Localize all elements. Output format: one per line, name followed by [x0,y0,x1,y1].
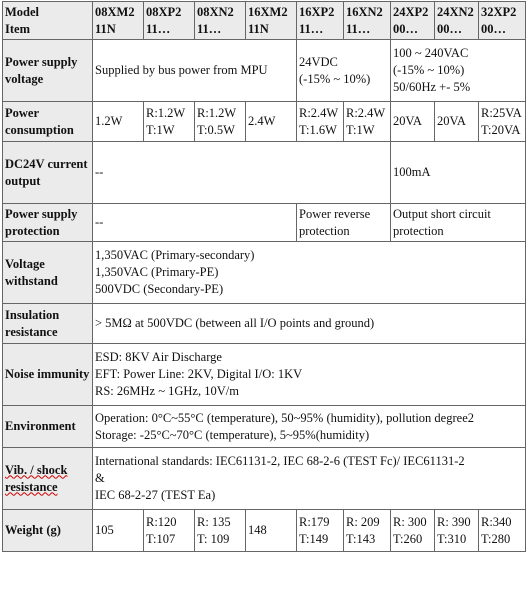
weight-24xn: R: 390 T:310 [435,510,479,552]
weight-08xm: 105 [93,510,144,552]
row-label-power-supply-protection: Power supply protection [3,204,93,242]
power-supply-protection-row [3,204,526,242]
model-header-24xn: 24XN2 00… [435,2,479,40]
dc24v-output-none: -- [93,142,391,204]
environment-row [3,406,526,448]
row-label-dc24v-output: DC24V current output [3,142,93,204]
row-label-vibration-shock: Vib. / shock resistance [3,448,93,510]
consumption-32xp: R:25VA T:20VA [479,102,526,142]
weight-16xp: R:179 T:149 [297,510,344,552]
protection-none: -- [93,204,297,242]
model-header-08xm: 08XM2 11N [93,2,144,40]
power-supply-voltage-row [3,40,526,102]
consumption-16xm: 2.4W [246,102,297,142]
weight-08xn: R: 135 T: 109 [195,510,246,552]
consumption-08xn: R:1.2W T:0.5W [195,102,246,142]
weight-row [3,510,526,552]
insulation-resistance-value: > 5MΩ at 500VDC (between all I/O points and ground) [93,304,526,344]
short-circuit-protection-cell: Output short circuit protection [391,204,526,242]
header-row [3,2,526,40]
row-label-power-consumption: Power consumption [3,102,93,142]
model-header-16xn: 16XN2 11… [344,2,391,40]
consumption-16xp: R:2.4W T:1.6W [297,102,344,142]
model-label: Model [5,4,40,19]
consumption-08xp: R:1.2W T:1W [144,102,195,142]
model-header-08xp: 08XP2 11… [144,2,195,40]
row-label-voltage-withstand: Voltage withstand [3,242,93,304]
row-label-noise-immunity: Noise immunity [3,344,93,406]
weight-32xp: R:340 T:280 [479,510,526,552]
power-consumption-row [3,102,526,142]
noise-immunity-value: ESD: 8KV Air Discharge EFT: Power Line: 2KV, Digital I/O: 1KV RS: 26MHz ~ 1GHz, 10V/m [93,344,526,406]
weight-24xp: R: 300 T:260 [391,510,435,552]
reverse-protection-cell: Power reverse protection [297,204,391,242]
model-header-32xp: 32XP2 00… [479,2,526,40]
environment-value: Operation: 0°C~55°C (temperature), 50~95% (humidity), pollution degree2 Storage: -25°C~70°C (temperature), 5~95%(humidity) [93,406,526,448]
dc-supply-cell: 24VDC (-15% ~ 10%) [297,40,391,102]
model-header-16xp: 16XP2 11… [297,2,344,40]
weight-16xn: R: 209 T:143 [344,510,391,552]
row-label-insulation-resistance: Insulation resistance [3,304,93,344]
spec-table [2,1,526,552]
dc24v-output-row [3,142,526,204]
weight-16xm: 148 [246,510,297,552]
row-label-weight: Weight (g) [3,510,93,552]
bus-power-cell: Supplied by bus power from MPU [93,40,297,102]
vibration-shock-value: International standards: IEC61131-2, IEC 68-2-6 (TEST Fc)/ IEC61131-2 & IEC 68-2-27 (TEST Ea) [93,448,526,510]
consumption-16xn: R:2.4W T:1W [344,102,391,142]
ac-supply-cell: 100 ~ 240VAC (-15% ~ 10%) 50/60Hz +- 5% [391,40,526,102]
header-corner-cell [3,2,93,40]
consumption-24xp: 20VA [391,102,435,142]
voltage-withstand-row [3,242,526,304]
item-label: Item [5,21,30,36]
weight-08xp: R:120 T:107 [144,510,195,552]
row-label-environment: Environment [3,406,93,448]
model-header-24xp: 24XP2 00… [391,2,435,40]
voltage-withstand-value: 1,350VAC (Primary-secondary) 1,350VAC (Primary-PE) 500VDC (Secondary-PE) [93,242,526,304]
vibration-shock-row [3,448,526,510]
row-label-power-supply-voltage: Power supply voltage [3,40,93,102]
insulation-resistance-row [3,304,526,344]
dc24v-output-value: 100mA [391,142,526,204]
model-header-16xm: 16XM2 11N [246,2,297,40]
consumption-24xn: 20VA [435,102,479,142]
model-header-08xn: 08XN2 11… [195,2,246,40]
noise-immunity-row [3,344,526,406]
consumption-08xm: 1.2W [93,102,144,142]
